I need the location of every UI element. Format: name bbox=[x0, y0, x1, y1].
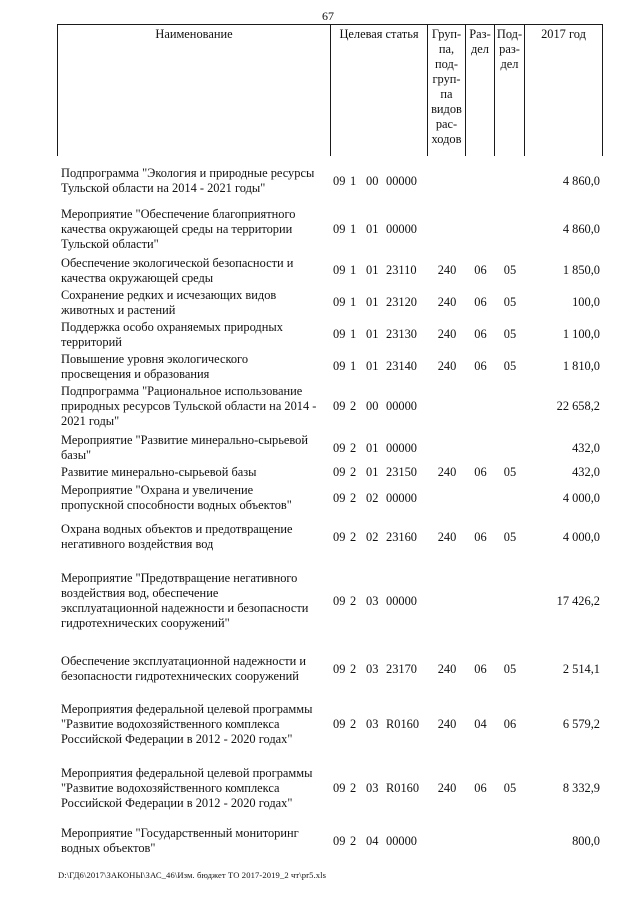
code-subprogram: 1 bbox=[350, 263, 357, 277]
header-line: груп- bbox=[432, 72, 461, 86]
expense-group: 240 bbox=[437, 263, 457, 277]
row-name-line: Мероприятие "Развитие минерально-сырьевой bbox=[61, 433, 308, 447]
row-name bbox=[61, 433, 329, 463]
header-group bbox=[428, 27, 465, 147]
code-subprogram: 2 bbox=[350, 399, 357, 413]
row-name-line: Мероприятие "Государственный мониторинг bbox=[61, 826, 299, 840]
code-program: 09 bbox=[333, 465, 346, 479]
header-section bbox=[466, 27, 494, 57]
row-name-line: Российской Федерации в 2012 - 2020 годах" bbox=[61, 732, 293, 746]
code-program: 09 bbox=[333, 717, 346, 731]
row-name-line: Мероприятия федеральной целевой программы bbox=[61, 702, 313, 716]
section: 06 bbox=[474, 295, 487, 309]
row-name-line: качества окружающей среды bbox=[61, 271, 214, 285]
row-name-line: просвещения и образования bbox=[61, 367, 210, 381]
amount-2017: 4 000,0 bbox=[562, 530, 600, 544]
section: 04 bbox=[474, 717, 487, 731]
amount-2017: 4 860,0 bbox=[562, 174, 600, 188]
row-name-line: Обеспечение эксплуатационной надежности и bbox=[61, 654, 306, 668]
row-name-line: Развитие минерально-сырьевой базы bbox=[61, 465, 257, 479]
row-name-line: пропускной способности водных объектов" bbox=[61, 498, 292, 512]
amount-2017: 432,0 bbox=[572, 465, 600, 479]
amount-2017: 4 860,0 bbox=[562, 222, 600, 236]
subsection: 05 bbox=[503, 465, 517, 479]
code-direction: 00000 bbox=[386, 441, 417, 455]
section: 06 bbox=[474, 327, 487, 341]
code-subprogram: 2 bbox=[350, 662, 357, 676]
row-name bbox=[61, 483, 329, 513]
row-name-line: Подпрограмма "Экология и природные ресурсы bbox=[61, 166, 315, 180]
code-measure: 00 bbox=[366, 399, 379, 413]
code-subprogram: 1 bbox=[350, 359, 357, 373]
row-name-line: территорий bbox=[61, 335, 122, 349]
row-name-line: эксплуатационной надежности и безопасности bbox=[61, 601, 309, 615]
code-direction: 23170 bbox=[386, 662, 417, 676]
code-program: 09 bbox=[333, 594, 346, 608]
row-name-line: гидротехнических сооружений" bbox=[61, 616, 230, 630]
code-program: 09 bbox=[333, 530, 346, 544]
row-name bbox=[61, 320, 329, 350]
code-direction: 00000 bbox=[386, 174, 417, 188]
code-measure: 01 bbox=[366, 441, 379, 455]
subsection: 05 bbox=[503, 263, 517, 277]
file-path-footer: D:\ГД6\2017\ЗАКОНЫ\ЗАС_46\Изм. бюджет ТО 2017-2019_2 чт\pr5.xls bbox=[58, 870, 327, 880]
col-border bbox=[57, 24, 58, 156]
row-name-line: базы" bbox=[61, 448, 92, 462]
row-name-line: Мероприятия федеральной целевой программы bbox=[61, 766, 313, 780]
code-subprogram: 2 bbox=[350, 491, 357, 505]
amount-2017: 800,0 bbox=[572, 834, 600, 848]
amount-2017: 1 850,0 bbox=[562, 263, 600, 277]
row-name bbox=[61, 384, 329, 429]
section: 06 bbox=[474, 359, 487, 373]
header-line: рас- bbox=[435, 117, 458, 131]
header-line: па bbox=[440, 87, 453, 101]
header-line: па, bbox=[438, 42, 455, 56]
header-line: Раз- bbox=[469, 27, 491, 41]
amount-2017: 1 810,0 bbox=[562, 359, 600, 373]
code-direction: 00000 bbox=[386, 222, 417, 236]
expense-group: 240 bbox=[437, 465, 457, 479]
row-name bbox=[61, 166, 329, 196]
row-name-line: негативного воздействия вод bbox=[61, 537, 214, 551]
code-measure: 01 bbox=[366, 295, 379, 309]
code-program: 09 bbox=[333, 222, 346, 236]
row-name-line: Мероприятие "Обеспечение благоприятного bbox=[61, 207, 296, 221]
code-measure: 03 bbox=[366, 594, 379, 608]
subsection: 05 bbox=[503, 530, 517, 544]
section: 06 bbox=[474, 530, 487, 544]
amount-2017: 4 000,0 bbox=[562, 491, 600, 505]
code-subprogram: 1 bbox=[350, 222, 357, 236]
expense-group: 240 bbox=[437, 327, 457, 341]
code-subprogram: 1 bbox=[350, 327, 357, 341]
row-name-line: Охрана водных объектов и предотвращение bbox=[61, 522, 293, 536]
code-program: 09 bbox=[333, 399, 346, 413]
code-subprogram: 2 bbox=[350, 441, 357, 455]
row-name-line: водных объектов" bbox=[61, 841, 156, 855]
amount-2017: 6 579,2 bbox=[562, 717, 600, 731]
header-target: Целевая статья bbox=[339, 27, 419, 41]
code-program: 09 bbox=[333, 662, 346, 676]
code-program: 09 bbox=[333, 781, 346, 795]
subsection: 05 bbox=[503, 327, 517, 341]
expense-group: 240 bbox=[437, 717, 457, 731]
subsection: 05 bbox=[503, 662, 517, 676]
code-subprogram: 2 bbox=[350, 465, 357, 479]
row-name-line: 2021 годы" bbox=[61, 414, 120, 428]
expense-group: 240 bbox=[437, 359, 457, 373]
code-subprogram: 2 bbox=[350, 781, 357, 795]
subsection: 06 bbox=[503, 717, 517, 731]
row-name bbox=[61, 766, 329, 811]
row-name-line: животных и растений bbox=[61, 303, 176, 317]
row-name-line: Обеспечение экологической безопасности и bbox=[61, 256, 294, 270]
row-name bbox=[61, 702, 329, 747]
code-subprogram: 1 bbox=[350, 295, 357, 309]
code-direction: 23110 bbox=[386, 263, 417, 277]
code-direction: 23160 bbox=[386, 530, 417, 544]
code-direction: 23120 bbox=[386, 295, 417, 309]
code-direction: 00000 bbox=[386, 594, 417, 608]
code-subprogram: 2 bbox=[350, 594, 357, 608]
code-direction: R0160 bbox=[386, 781, 420, 795]
section: 06 bbox=[474, 662, 487, 676]
amount-2017: 22 658,2 bbox=[556, 399, 600, 413]
code-direction: 23150 bbox=[386, 465, 417, 479]
row-name bbox=[61, 207, 329, 252]
code-measure: 01 bbox=[366, 222, 379, 236]
col-border bbox=[602, 24, 603, 156]
code-measure: 03 bbox=[366, 781, 379, 795]
header-line: дел bbox=[500, 57, 519, 71]
code-measure: 03 bbox=[366, 662, 379, 676]
row-name bbox=[61, 256, 329, 286]
code-measure: 01 bbox=[366, 263, 379, 277]
header-line: дел bbox=[471, 42, 489, 56]
subsection: 05 bbox=[503, 781, 517, 795]
code-direction: R0160 bbox=[386, 717, 420, 731]
row-name-line: природных ресурсов Тульской области на 2014 - bbox=[61, 399, 317, 413]
row-name-line: Тульской области на 2014 - 2021 годы" bbox=[61, 181, 266, 195]
row-name-line: Российской Федерации в 2012 - 2020 годах" bbox=[61, 796, 293, 810]
row-name-line: "Развитие водохозяйственного комплекса bbox=[61, 717, 280, 731]
row-name bbox=[61, 571, 329, 631]
code-program: 09 bbox=[333, 295, 346, 309]
row-name-line: Мероприятие "Охрана и увеличение bbox=[61, 483, 254, 497]
header-year: 2017 год bbox=[541, 27, 586, 41]
page-number: 67 bbox=[322, 9, 334, 23]
header-subsection bbox=[495, 27, 524, 72]
col-border bbox=[330, 24, 331, 156]
code-program: 09 bbox=[333, 834, 346, 848]
code-measure: 01 bbox=[366, 359, 379, 373]
header-line: Под- bbox=[496, 27, 523, 41]
row-name-line: Тульской области" bbox=[61, 237, 159, 251]
subsection: 05 bbox=[503, 295, 517, 309]
section: 06 bbox=[474, 465, 487, 479]
row-name bbox=[61, 288, 329, 318]
subsection: 05 bbox=[503, 359, 517, 373]
code-direction: 23140 bbox=[386, 359, 417, 373]
expense-group: 240 bbox=[437, 295, 457, 309]
amount-2017: 8 332,9 bbox=[562, 781, 600, 795]
row-name-line: безопасности гидротехнических сооружений bbox=[61, 669, 299, 683]
code-measure: 04 bbox=[366, 834, 379, 848]
amount-2017: 432,0 bbox=[572, 441, 600, 455]
code-program: 09 bbox=[333, 491, 346, 505]
code-measure: 00 bbox=[366, 174, 379, 188]
header-line: под- bbox=[435, 57, 458, 71]
code-measure: 02 bbox=[366, 530, 379, 544]
row-name-line: Подпрограмма "Рациональное использование bbox=[61, 384, 303, 398]
row-name-line: Сохранение редких и исчезающих видов bbox=[61, 288, 277, 302]
col-border bbox=[524, 24, 525, 156]
code-direction: 00000 bbox=[386, 399, 417, 413]
header-name: Наименование bbox=[155, 27, 233, 41]
code-subprogram: 2 bbox=[350, 717, 357, 731]
code-program: 09 bbox=[333, 174, 346, 188]
header-line: Груп- bbox=[431, 27, 462, 41]
code-program: 09 bbox=[333, 327, 346, 341]
row-name-line: Мероприятие "Предотвращение негативного bbox=[61, 571, 298, 585]
expense-group: 240 bbox=[437, 530, 457, 544]
code-measure: 01 bbox=[366, 465, 379, 479]
header-line: раз- bbox=[499, 42, 520, 56]
row-name bbox=[61, 654, 329, 684]
row-name-line: Повышение уровня экологического bbox=[61, 352, 249, 366]
row-name-line: качества окружающей среды на территории bbox=[61, 222, 293, 236]
code-measure: 03 bbox=[366, 717, 379, 731]
code-subprogram: 2 bbox=[350, 834, 357, 848]
expense-group: 240 bbox=[437, 781, 457, 795]
row-name bbox=[61, 352, 329, 382]
header-line: видов bbox=[431, 102, 462, 116]
code-subprogram: 1 bbox=[350, 174, 357, 188]
code-program: 09 bbox=[333, 263, 346, 277]
row-name bbox=[61, 522, 329, 552]
row-name-line: Поддержка особо охраняемых природных bbox=[61, 320, 283, 334]
code-measure: 02 bbox=[366, 491, 379, 505]
code-program: 09 bbox=[333, 441, 346, 455]
code-measure: 01 bbox=[366, 327, 379, 341]
amount-2017: 100,0 bbox=[572, 295, 600, 309]
header-line: ходов bbox=[431, 132, 462, 146]
code-subprogram: 2 bbox=[350, 530, 357, 544]
row-name bbox=[61, 826, 329, 856]
section: 06 bbox=[474, 263, 487, 277]
expense-group: 240 bbox=[437, 662, 457, 676]
amount-2017: 2 514,1 bbox=[562, 662, 600, 676]
row-name bbox=[61, 465, 329, 480]
row-name-line: воздействия вод, обеспечение bbox=[61, 586, 219, 600]
amount-2017: 1 100,0 bbox=[562, 327, 600, 341]
row-name-line: "Развитие водохозяйственного комплекса bbox=[61, 781, 280, 795]
section: 06 bbox=[474, 781, 487, 795]
code-direction: 00000 bbox=[386, 834, 417, 848]
code-direction: 00000 bbox=[386, 491, 417, 505]
code-direction: 23130 bbox=[386, 327, 417, 341]
amount-2017: 17 426,2 bbox=[556, 594, 600, 608]
code-program: 09 bbox=[333, 359, 346, 373]
